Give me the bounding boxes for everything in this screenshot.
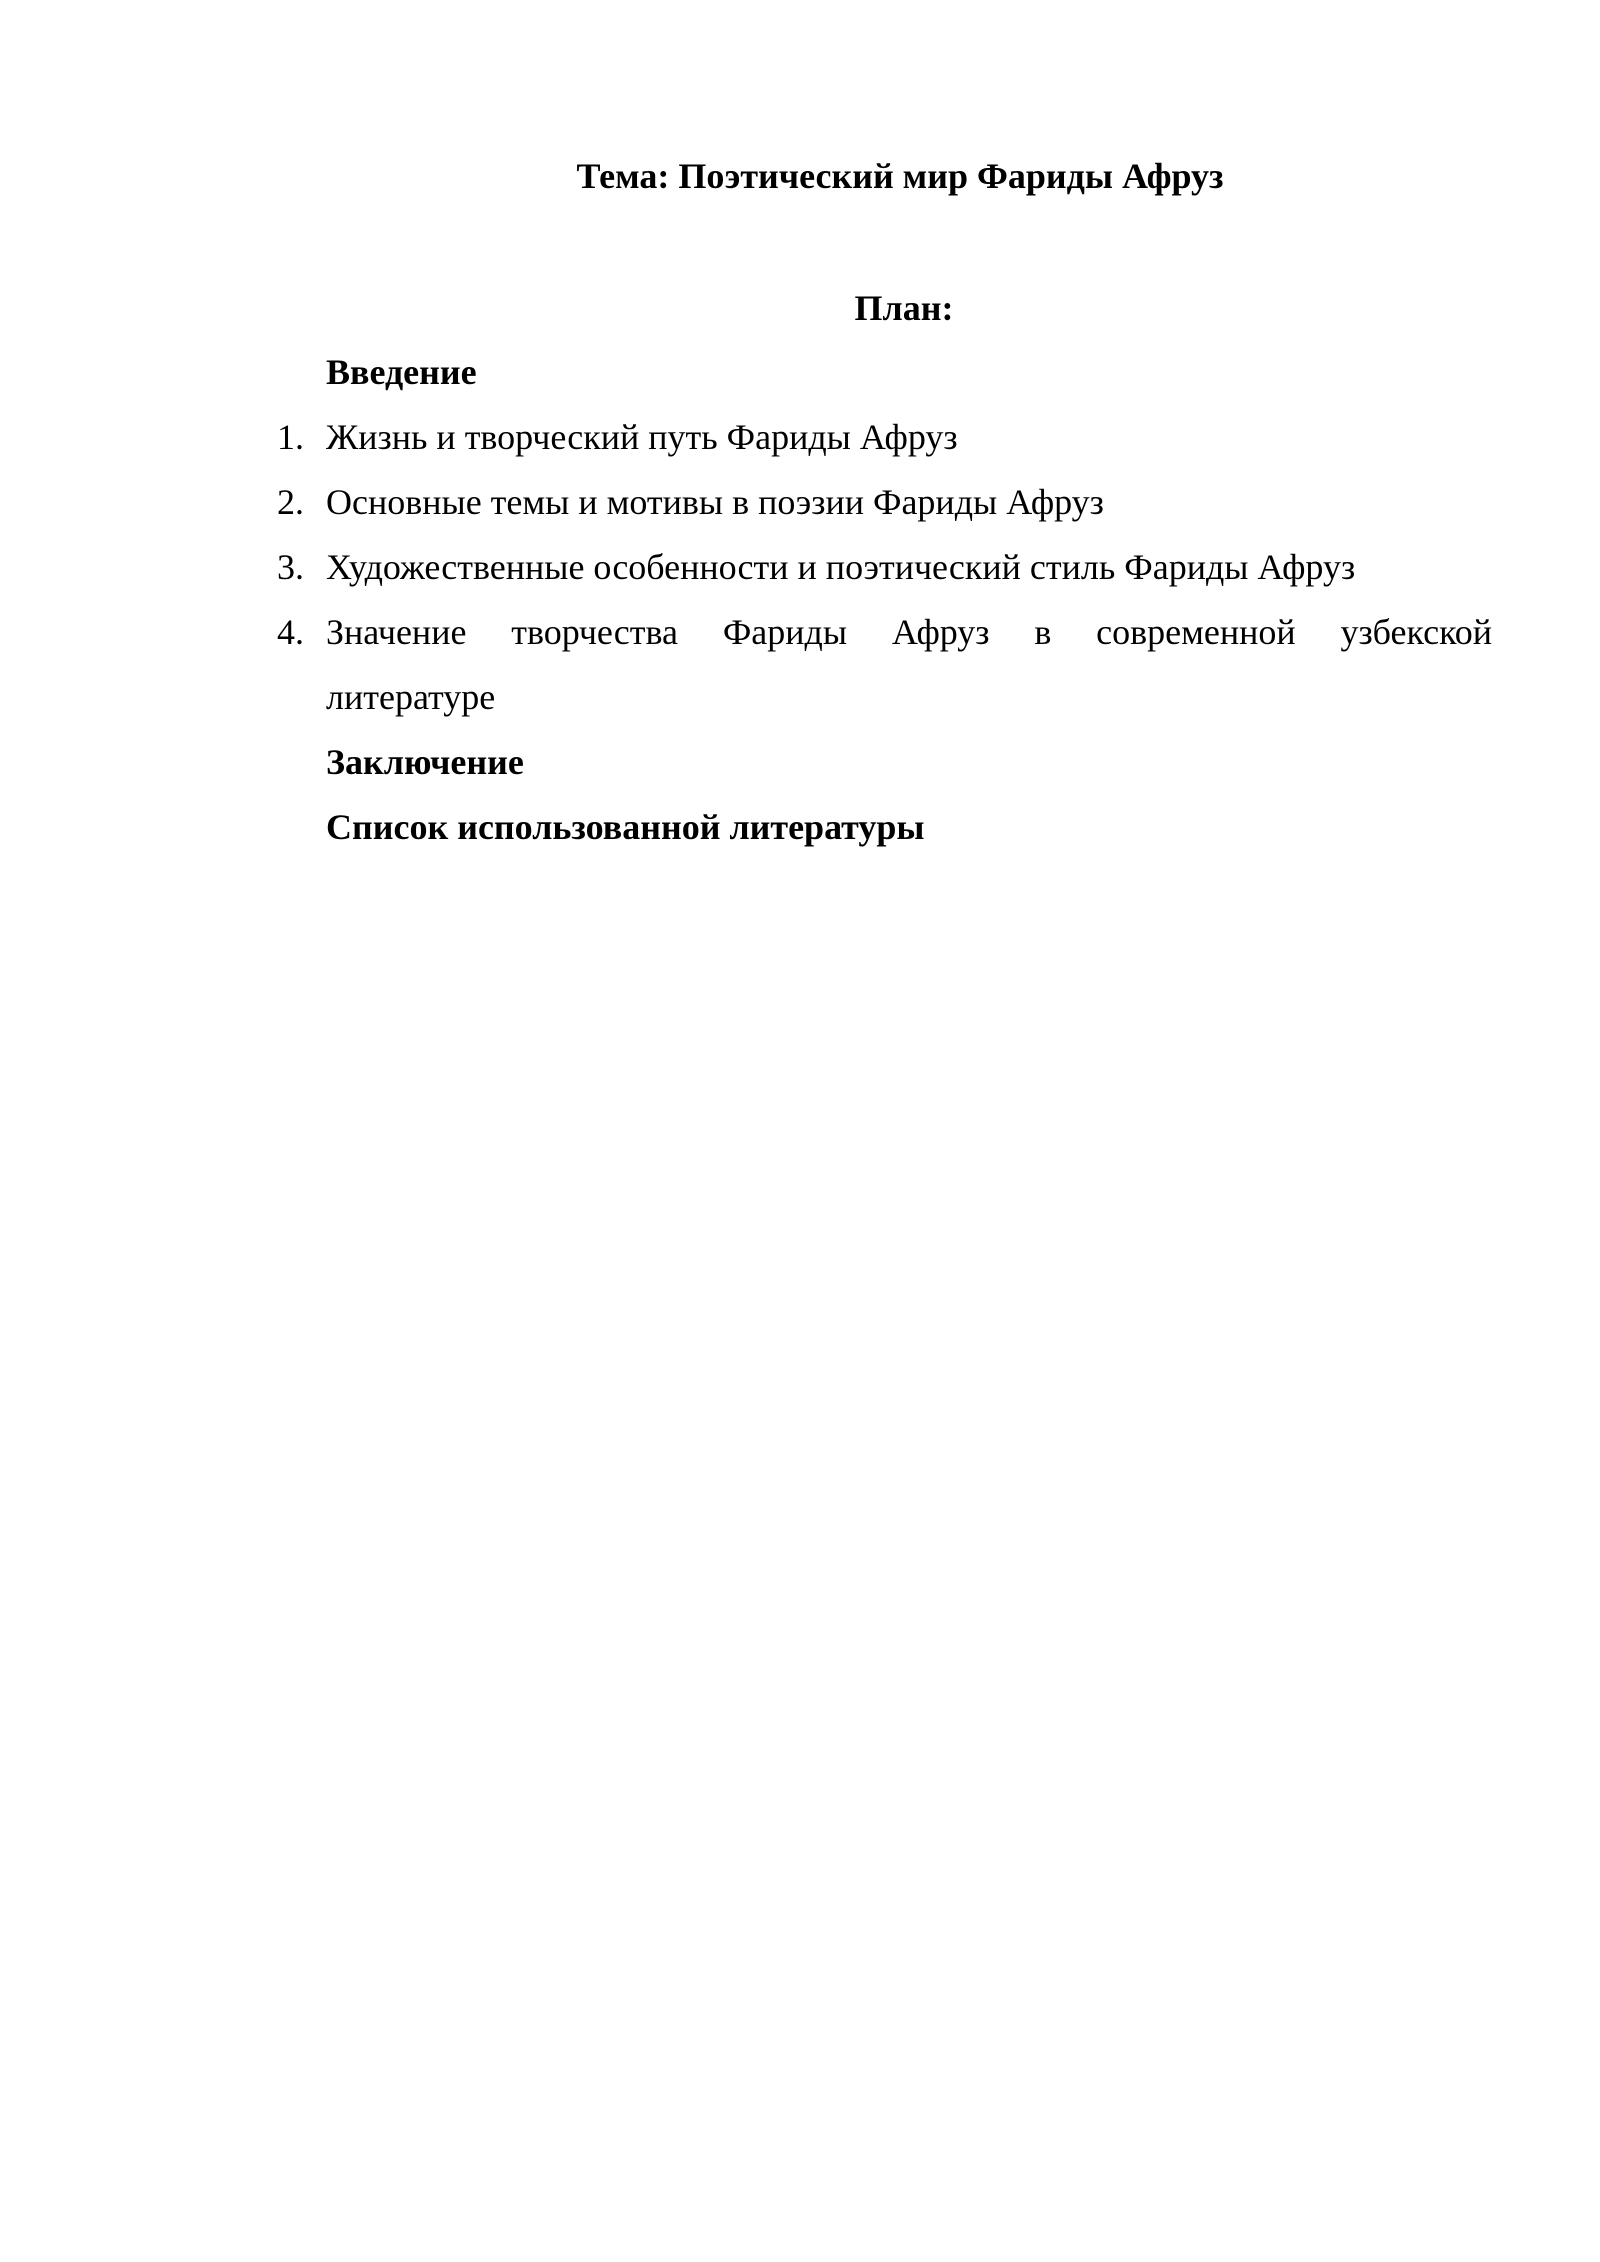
list-item-number: 1.: [277, 417, 304, 457]
list-item: Жизнь и творческий путь Фариды Афруз: [326, 417, 958, 457]
list-item: Основные темы и мотивы в поэзии Фариды Афруз: [326, 482, 1104, 522]
list-item-number: 4.: [277, 612, 304, 652]
list-item-number: 2.: [277, 482, 304, 522]
list-item-line-1: Значение творчества Фариды Афруз в современной узбекской: [326, 612, 1492, 652]
intro-heading: Введение: [326, 352, 477, 392]
list-item: Художественные особенности и поэтический стиль Фариды Афруз: [326, 547, 1356, 587]
document-title: Тема: Поэтический мир Фариды Афруз: [576, 156, 1224, 196]
conclusion-heading: Заключение: [326, 742, 524, 782]
list-item-line-2: литературе: [326, 677, 496, 717]
plan-heading: План:: [854, 288, 954, 328]
list-item-number: 3.: [277, 547, 304, 587]
references-heading: Список использованной литературы: [326, 807, 925, 847]
